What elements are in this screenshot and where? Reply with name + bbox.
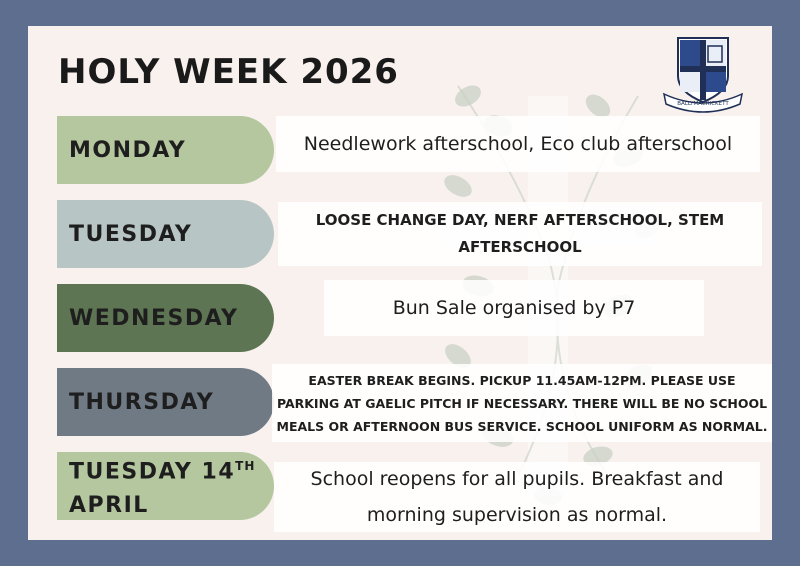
activity-return: School reopens for all pupils. Breakfast and morning supervision as normal.: [274, 462, 760, 532]
day-label-monday: MONDAY: [57, 116, 274, 184]
school-crest-logo: [660, 30, 746, 114]
day-label-return-date: [57, 452, 274, 520]
return-date-month: APRIL: [69, 492, 149, 518]
return-date-main: TUESDAY 14: [69, 459, 236, 485]
day-label-wednesday: WEDNESDAY: [57, 284, 274, 352]
activity-thursday: EASTER BREAK BEGINS. PICKUP 11.45AM-12PM. PLEASE USE PARKING AT GAELIC PITCH IF NECESSARY. THERE WILL BE NO SCHOOL MEALS OR AFTERNOON BUS SERVICE. SCHOOL UNIFORM AS NORMAL.: [272, 364, 772, 442]
svg-text:BALLYMACRICKETT: BALLYMACRICKETT: [677, 101, 729, 107]
return-date-suffix: TH: [235, 459, 256, 474]
activity-tuesday: LOOSE CHANGE DAY, NERF AFTERSCHOOL, STEM AFTERSCHOOL: [278, 202, 762, 266]
activity-monday: Needlework afterschool, Eco club afterschool: [276, 116, 760, 172]
activity-wednesday: Bun Sale organised by P7: [324, 280, 704, 336]
day-label-tuesday: TUESDAY: [57, 200, 274, 268]
notice-card: [28, 26, 772, 540]
page-title: HOLY WEEK 2026: [58, 52, 399, 92]
day-label-thursday: THURSDAY: [57, 368, 274, 436]
